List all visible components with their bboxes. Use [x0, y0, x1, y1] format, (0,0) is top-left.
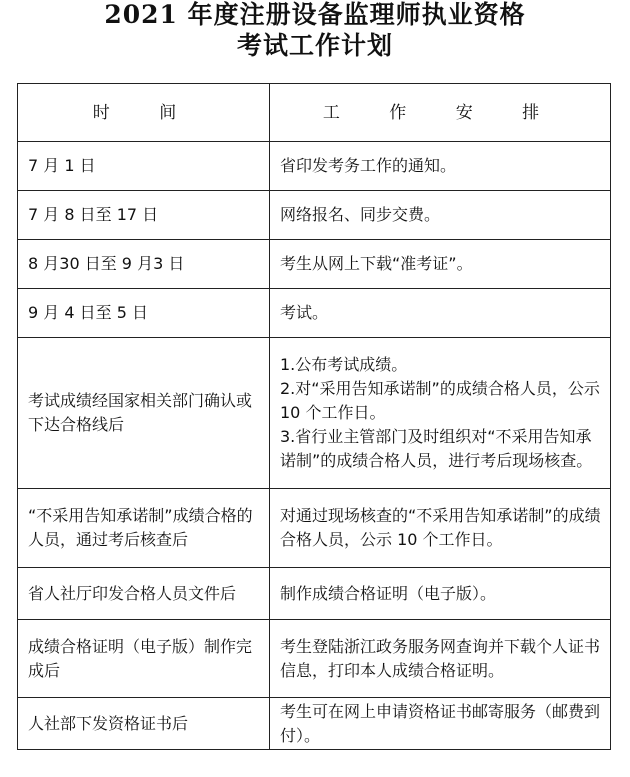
- row-arrangement: [270, 289, 611, 338]
- table-row: [18, 142, 611, 191]
- arrangement-item: 对通过现场核查的“不采用告知承诺制”的成绩合格人员，公示 10 个工作日。: [280, 506, 601, 549]
- arrangement-item: 1.公布考试成绩。: [280, 355, 408, 374]
- schedule-table: [17, 83, 611, 750]
- arrangement-item: 省印发考务工作的通知。: [280, 156, 457, 175]
- document-title-line-2: 考试工作计划: [236, 31, 393, 60]
- row-time: “不采用告知承诺制”成绩合格的人员，通过考后核查后: [18, 489, 270, 568]
- row-arrangement: [270, 489, 611, 568]
- table-row: [18, 338, 611, 489]
- header-time: 时 间: [18, 84, 270, 142]
- row-time: 人社部下发资格证书后: [18, 698, 270, 750]
- row-time: 9 月 4 日至 5 日: [18, 289, 270, 338]
- table-row: [18, 191, 611, 240]
- arrangement-item: 考生从网上下载“准考证”。: [280, 254, 473, 273]
- header-arrangement: 工 作 安 排: [270, 84, 611, 142]
- arrangement-item: 考生登陆浙江政务服务网查询并下载个人证书信息，打印本人成绩合格证明。: [280, 636, 601, 680]
- row-arrangement: [270, 240, 611, 289]
- row-arrangement: [270, 191, 611, 240]
- row-time: 7 月 1 日: [18, 142, 270, 191]
- row-time: 7 月 8 日至 17 日: [18, 191, 270, 240]
- row-time: 省人社厅印发合格人员文件后: [18, 568, 270, 620]
- arrangement-item: 2.对“采用告知承诺制”的成绩合格人员，公示 10 个工作日。: [280, 379, 600, 422]
- table-row: [18, 489, 611, 568]
- table-row: [18, 289, 611, 338]
- row-arrangement: [270, 698, 611, 750]
- table-row: [18, 240, 611, 289]
- row-arrangement: [270, 338, 611, 489]
- table-row: [18, 620, 611, 698]
- row-time: 考试成绩经国家相关部门确认或下达合格线后: [18, 338, 270, 489]
- arrangement-item: 考试。: [280, 303, 329, 322]
- row-arrangement: [270, 568, 611, 620]
- arrangement-item: 3.省行业主管部门及时组织对“不采用告知承诺制”的成绩合格人员，进行考后现场核查。: [280, 427, 593, 470]
- row-arrangement: [270, 142, 611, 191]
- row-arrangement: [270, 620, 611, 698]
- table-row: [18, 568, 611, 620]
- table-row: [18, 698, 611, 750]
- arrangement-item: 制作成绩合格证明（电子版）。: [280, 583, 497, 603]
- arrangement-item: 考生可在网上申请资格证书邮寄服务（邮费到付）。: [280, 701, 601, 745]
- row-time: 8 月30 日至 9 月3 日: [18, 240, 270, 289]
- document-title-line-1: 2021 年度注册设备监理师执业资格: [104, 0, 526, 29]
- table-header-row: [18, 84, 611, 142]
- arrangement-item: 网络报名、同步交费。: [280, 205, 441, 224]
- row-time: 成绩合格证明（电子版）制作完成后: [18, 620, 270, 698]
